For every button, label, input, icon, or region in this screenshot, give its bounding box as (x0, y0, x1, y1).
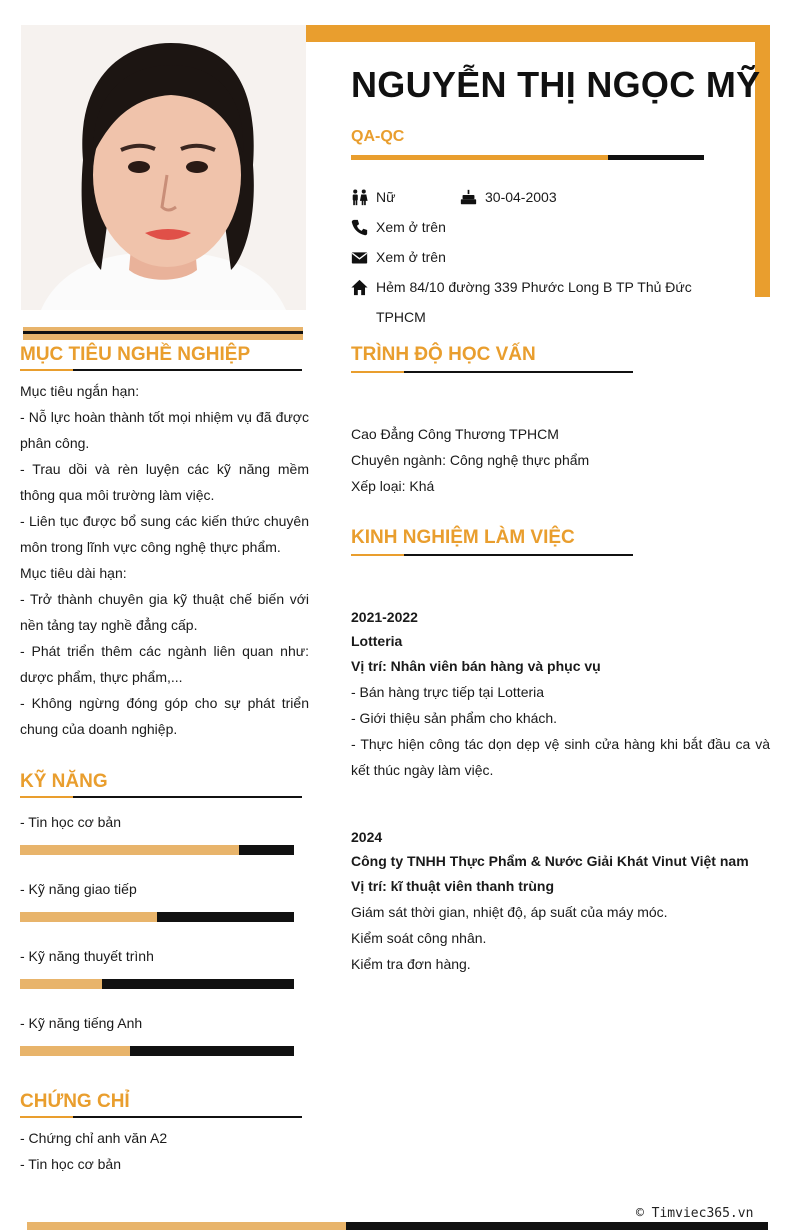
objective-line: - Phát triển thêm các ngành liên quan như: dược phẩm, thực phẩm,... (20, 643, 309, 685)
job-company: Lotteria (351, 633, 403, 649)
objective-line: - Liên tục được bổ sung các kiến thức chuyên môn trong lĩnh vực công nghệ thực phẩm. (20, 513, 309, 555)
candidate-name: NGUYỄN THỊ NGỌC MỸ (351, 64, 761, 105)
objective-line: - Trau dồi và rèn luyện các kỹ năng mềm thông qua môi trường làm việc. (20, 461, 309, 503)
experience-heading-rule (351, 554, 633, 556)
education-heading: TRÌNH ĐỘ HỌC VẤN (351, 344, 536, 365)
job-period: 2021-2022 (351, 609, 418, 625)
address-row (351, 277, 692, 332)
job-duty: Giám sát thời gian, nhiệt độ, áp suất của máy móc. (351, 904, 668, 920)
birthday-row (460, 187, 557, 212)
education-major: Chuyên ngành: Công nghệ thực phẩm (351, 452, 590, 468)
education-grade: Xếp loại: Khá (351, 478, 435, 494)
birthday-value: 30-04-2003 (485, 189, 557, 205)
education-school: Cao Đẳng Công Thương TPHCM (351, 426, 559, 442)
job-position: Vị trí: kĩ thuật viên thanh trùng (351, 878, 554, 894)
photo-underline-bar (23, 327, 303, 340)
address-value (376, 272, 692, 332)
address-line-2: TPHCM (376, 309, 426, 325)
gender-icon (351, 187, 376, 207)
job-title: QA-QC (351, 128, 405, 145)
skill-label: - Kỹ năng thuyết trình (20, 948, 154, 964)
certificates-heading-rule (20, 1116, 302, 1118)
footer-bar-dark (346, 1222, 768, 1230)
gender-value: Nữ (376, 189, 396, 205)
skills-heading-rule (20, 796, 302, 798)
gender-row (351, 187, 395, 212)
job-duty: - Thực hiện công tác dọn dẹp vệ sinh cửa hàng khi bắt đầu ca và kết thúc ngày làm việc. (351, 736, 770, 778)
profile-photo (21, 25, 306, 310)
objective-line: - Trở thành chuyên gia kỹ thuật chế biến với nền tảng tay nghề đẳng cấp. (20, 591, 309, 633)
job-duty: - Giới thiệu sản phẩm cho khách. (351, 710, 558, 726)
skill-label: - Kỹ năng tiếng Anh (20, 1015, 143, 1031)
skill-bar-fill (20, 1046, 130, 1056)
job-duty: Kiểm tra đơn hàng. (351, 956, 471, 972)
skill-bar (20, 979, 294, 989)
experience-heading: KINH NGHIỆM LÀM VIỆC (351, 527, 575, 548)
job-entry (351, 825, 770, 977)
phone-icon (351, 217, 376, 237)
certificate-item: - Tin học cơ bản (20, 1156, 122, 1172)
skill-label: - Kỹ năng giao tiếp (20, 881, 137, 897)
skills-heading: KỸ NĂNG (20, 771, 108, 792)
birthday-cake-icon (460, 187, 485, 207)
job-company: Công ty TNHH Thực Phẩm & Nước Giải Khát Vinut Việt nam (351, 853, 749, 869)
skill-bar-fill (20, 845, 239, 855)
job-entry (351, 605, 770, 783)
certificate-item: - Chứng chỉ anh văn A2 (20, 1130, 168, 1146)
email-row (351, 247, 446, 272)
footer-bar-accent (27, 1222, 346, 1230)
job-title-bar-accent (351, 155, 608, 160)
objective-heading: MỤC TIÊU NGHỀ NGHIỆP (20, 344, 251, 365)
objective-heading-rule (20, 369, 302, 371)
objective-line: Mục tiêu ngắn hạn: (20, 383, 140, 399)
header-frame-top (306, 25, 770, 42)
job-duty: - Bán hàng trực tiếp tại Lotteria (351, 684, 545, 700)
email-value: Xem ở trên (376, 249, 446, 265)
skill-bar (20, 1046, 294, 1056)
skill-label: - Tin học cơ bản (20, 814, 122, 830)
portrait-illustration (21, 25, 306, 310)
education-heading-rule (351, 371, 633, 373)
job-duty: Kiểm soát công nhân. (351, 930, 487, 946)
skill-bar (20, 912, 294, 922)
skill-bar-fill (20, 979, 102, 989)
certificates-list (20, 1125, 167, 1177)
job-title-bar-dark (608, 155, 704, 160)
objective-line: Mục tiêu dài hạn: (20, 565, 127, 581)
objective-text (20, 378, 309, 742)
objective-line: - Nỗ lực hoàn thành tốt mọi nhiệm vụ đã được phân công. (20, 409, 309, 451)
phone-value: Xem ở trên (376, 219, 446, 235)
education-details (351, 421, 589, 499)
watermark: © Timviec365.vn (636, 1206, 754, 1221)
job-position: Vị trí: Nhân viên bán hàng và phục vụ (351, 658, 601, 674)
email-icon (351, 247, 376, 267)
address-line-1: Hẻm 84/10 đường 339 Phước Long B TP Thủ Đức (376, 279, 692, 295)
objective-line: - Không ngừng đóng góp cho sự phát triển chung của doanh nghiệp. (20, 695, 309, 737)
skill-bar (20, 845, 294, 855)
skill-bar-fill (20, 912, 157, 922)
phone-row (351, 217, 446, 242)
job-period: 2024 (351, 829, 383, 845)
certificates-heading: CHỨNG CHỈ (20, 1091, 130, 1112)
home-icon (351, 277, 376, 297)
